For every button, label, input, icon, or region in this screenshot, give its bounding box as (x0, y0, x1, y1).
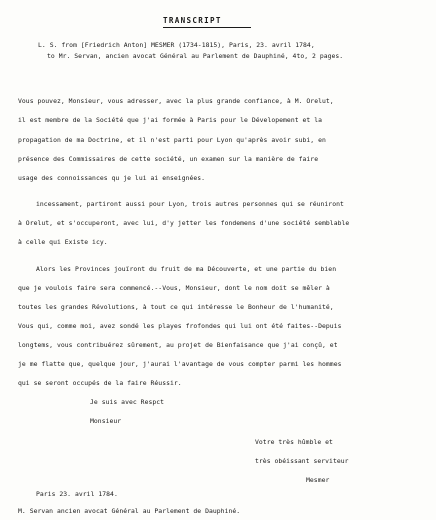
addressee-line: M. Servan ancien avocat Général au Parlement de Dauphiné. (18, 507, 241, 515)
paragraph-1-line-1: Vous pouvez, Monsieur, vous adresser, avec la plus grande confiance, à M. Orelut, (18, 97, 334, 105)
document-title: TRANSCRIPT (163, 16, 222, 25)
title-underline (163, 27, 251, 28)
paragraph-1-line-3: propagation de ma Doctrine, et il n'est parti pour Lyon qu'après avoir subi, en (18, 136, 326, 144)
paragraph-3-line-6: je me flatte que, quelque jour, j'aurai l'avantage de vous compter parmi les hommes (18, 360, 342, 368)
paragraph-3-line-1: Alors les Provinces jouïront du fruit de ma Découverte, et une partie du bien (36, 265, 337, 273)
paragraph-3-line-5: longtems, vous contribuérez sûrement, au projet de Bienfaisance que j'ai conçû, et (18, 341, 338, 349)
paragraph-1-line-2: il est membre de la Société que j'ai formée à Paris pour le Dévelopement et la (18, 116, 323, 124)
letter-date: Paris 23. avril 1784. (36, 490, 118, 498)
paragraph-2-line-1: incessament, partiront aussi pour Lyon, trois autres personnes qui se réuniront (36, 200, 344, 208)
header-line-2: to Mr. Servan, ancien avocat Général au Parlement de Dauphiné, 4to, 2 pages. (47, 52, 344, 60)
signature-name: Mesmer (306, 476, 330, 484)
paragraph-3-line-7: qui se seront occupés de la faire Réussir. (18, 379, 182, 387)
paragraph-2-line-3: à celle qui Existe icy. (18, 238, 108, 246)
header-line-1: L. S. from [Friedrich Anton] MESMER (1734-1815), Paris, 23. avril 1784, (38, 41, 315, 49)
closing-salutation: Je suis avec Respct (90, 398, 165, 406)
paragraph-1-line-4: présence des Commissaires de cette société, un examen sur la manière de faire (18, 155, 319, 163)
paragraph-3-line-2: que je voulois faire sera commencé.--Vous, Monsieur, dont le nom doit se mêler à (18, 284, 330, 292)
closing-monsieur: Monsieur (90, 417, 122, 425)
paragraph-2-line-2: à Orelut, et s'occuperont, avec lui, d'y jetter les fondemens d'une société semblable (18, 219, 350, 227)
signature-line-2: très obéissant serviteur (255, 457, 349, 465)
paragraph-1-line-5: usage des connoissances qu je lui ai enseignées. (18, 174, 206, 182)
signature-line-1: Votre très hûmble et (255, 438, 333, 446)
paragraph-3-line-3: toutes les grandes Révolutions, à tout ce qui intéresse le Bonheur de l'humanité, (18, 303, 334, 311)
paragraph-3-line-4: Vous qui, comme moi, avez sondé les playes frofondes qui lui ont été faites--Depuis (18, 322, 342, 330)
